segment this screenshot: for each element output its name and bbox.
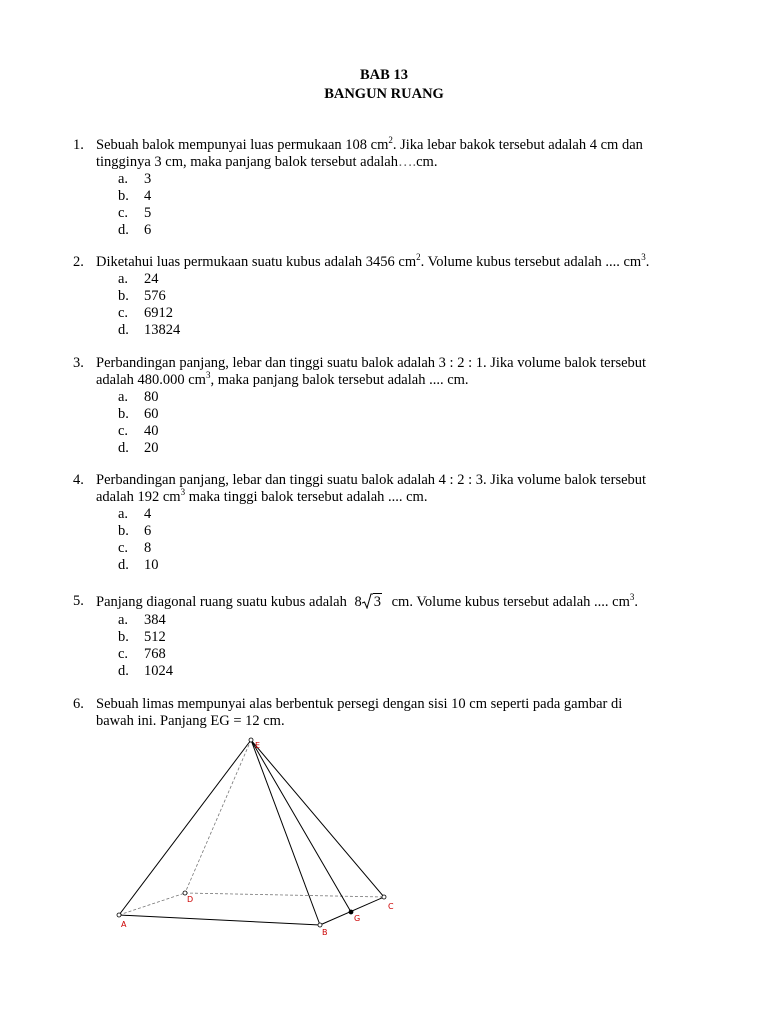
label-e: E [255, 741, 261, 750]
edge-ab [119, 915, 320, 925]
option-value: 384 [144, 612, 166, 628]
option-value: 512 [144, 629, 166, 645]
option-value: 4 [144, 506, 152, 522]
option-value: 5 [144, 205, 152, 221]
dots: …. [398, 154, 417, 170]
option-letter: c. [118, 646, 129, 662]
text-segment: Perbandingan panjang, lebar dan tinggi suatu balok adalah 4 : 2 : 3. Jika volume balok tersebut [96, 472, 647, 488]
question-text [96, 593, 713, 611]
text-segment: Diketahui luas permukaan suatu kubus adalah 3456 cm [96, 254, 417, 270]
question-number: 4. [73, 472, 84, 488]
label-g: G [354, 914, 361, 923]
option-letter: a. [118, 389, 129, 405]
question-3 [73, 355, 713, 389]
label-a: A [121, 920, 127, 929]
vertex-b [318, 923, 322, 927]
option-value: 60 [144, 406, 159, 422]
text-segment: cm. Volume kubus tersebut adalah .... cm [391, 594, 630, 610]
option-letter: d. [118, 557, 129, 573]
vertex-a [117, 913, 121, 917]
question-number: 6. [73, 696, 84, 712]
topic-title: BANGUN RUANG [324, 86, 444, 102]
edge-ad [119, 893, 185, 915]
option-letter: c. [118, 540, 129, 556]
text-segment: cm. [416, 154, 438, 170]
question-2 [73, 254, 713, 271]
option-letter: a. [118, 506, 129, 522]
question-4 [73, 472, 713, 506]
text-segment: Perbandingan panjang, lebar dan tinggi suatu balok adalah 3 : 2 : 1. Jika volume balok tersebut [96, 355, 647, 371]
option-letter: d. [118, 440, 129, 456]
question-text [96, 254, 713, 271]
superscript: 3 [629, 592, 635, 603]
question-1 [73, 137, 713, 171]
vertex-c [382, 895, 386, 899]
vertex-e [249, 738, 253, 742]
radical-sign-icon [362, 593, 373, 609]
option-letter: a. [118, 171, 129, 187]
option-letter: b. [118, 406, 129, 422]
text-segment: . Jika lebar bakok tersebut adalah 4 cm dan [392, 137, 643, 153]
option-value: 24 [144, 271, 159, 287]
question-number: 5. [73, 593, 84, 609]
option-value: 80 [144, 389, 159, 405]
option-letter: b. [118, 188, 129, 204]
option-value: 768 [144, 646, 166, 662]
text-segment: Sebuah limas mempunyai alas berbentuk persegi dengan sisi 10 cm seperti pada gambar di [96, 696, 623, 712]
sqrt-expression [355, 593, 383, 611]
option-value: 40 [144, 423, 159, 439]
edge-ed [185, 740, 251, 893]
option-letter: b. [118, 629, 129, 645]
option-value: 6 [144, 222, 152, 238]
text-segment: maka tinggi balok tersebut adalah .... cm. [185, 489, 428, 505]
option-letter: c. [118, 205, 129, 221]
option-value: 4 [144, 188, 152, 204]
option-value: 6 [144, 523, 152, 539]
option-value: 20 [144, 440, 159, 456]
question-text [96, 472, 713, 506]
text-segment: Panjang diagonal ruang suatu kubus adalah [96, 594, 347, 610]
option-letter: b. [118, 523, 129, 539]
question-6 [73, 696, 713, 730]
text-segment: . [645, 254, 650, 270]
edge-ea [119, 740, 251, 915]
option-letter: d. [118, 322, 129, 338]
label-b: B [322, 928, 328, 937]
sqrt-radicand: 3 [373, 594, 381, 610]
text-segment: , maka panjang balok tersebut adalah .... cm. [210, 372, 469, 388]
option-value: 10 [144, 557, 159, 573]
option-letter: a. [118, 612, 129, 628]
segment-eg [251, 740, 351, 912]
sqrt-coefficient: 8 [354, 594, 362, 610]
superscript: 3 [641, 252, 646, 263]
text-segment: bawah ini. Panjang EG = 12 cm. [96, 713, 285, 729]
question-text [96, 137, 713, 171]
text-segment: tingginya 3 cm, maka panjang balok tersebut adalah [96, 154, 398, 170]
option-letter: c. [118, 423, 129, 439]
edge-eb [251, 740, 320, 925]
option-letter: c. [118, 305, 129, 321]
question-text [96, 696, 713, 730]
pyramid-figure [100, 735, 420, 940]
edge-ec [251, 740, 384, 897]
text-segment: adalah 480.000 cm [96, 372, 206, 388]
option-value: 3 [144, 171, 152, 187]
option-letter: d. [118, 663, 129, 679]
text-segment: adalah 192 cm [96, 489, 181, 505]
edge-dc [185, 893, 384, 897]
question-number: 3. [73, 355, 84, 371]
text-segment: . Volume kubus tersebut adalah .... cm [420, 254, 642, 270]
option-value: 1024 [144, 663, 173, 679]
superscript: 2 [416, 252, 421, 263]
superscript: 2 [388, 135, 393, 146]
question-number: 2. [73, 254, 84, 270]
option-value: 576 [144, 288, 166, 304]
option-value: 8 [144, 540, 152, 556]
option-letter: b. [118, 288, 129, 304]
question-number: 1. [73, 137, 84, 153]
option-value: 6912 [144, 305, 173, 321]
question-5 [73, 593, 713, 611]
text-segment: . [634, 594, 639, 610]
option-letter: d. [118, 222, 129, 238]
question-text [96, 355, 713, 389]
superscript: 3 [180, 487, 186, 498]
point-g [349, 910, 353, 914]
label-c: C [388, 902, 394, 911]
option-letter: a. [118, 271, 129, 287]
chapter-title: BAB 13 [360, 67, 408, 83]
text-segment: Sebuah balok mempunyai luas permukaan 108 cm [96, 137, 389, 153]
label-d: D [187, 895, 194, 904]
option-value: 13824 [144, 322, 181, 338]
superscript: 3 [205, 370, 211, 381]
